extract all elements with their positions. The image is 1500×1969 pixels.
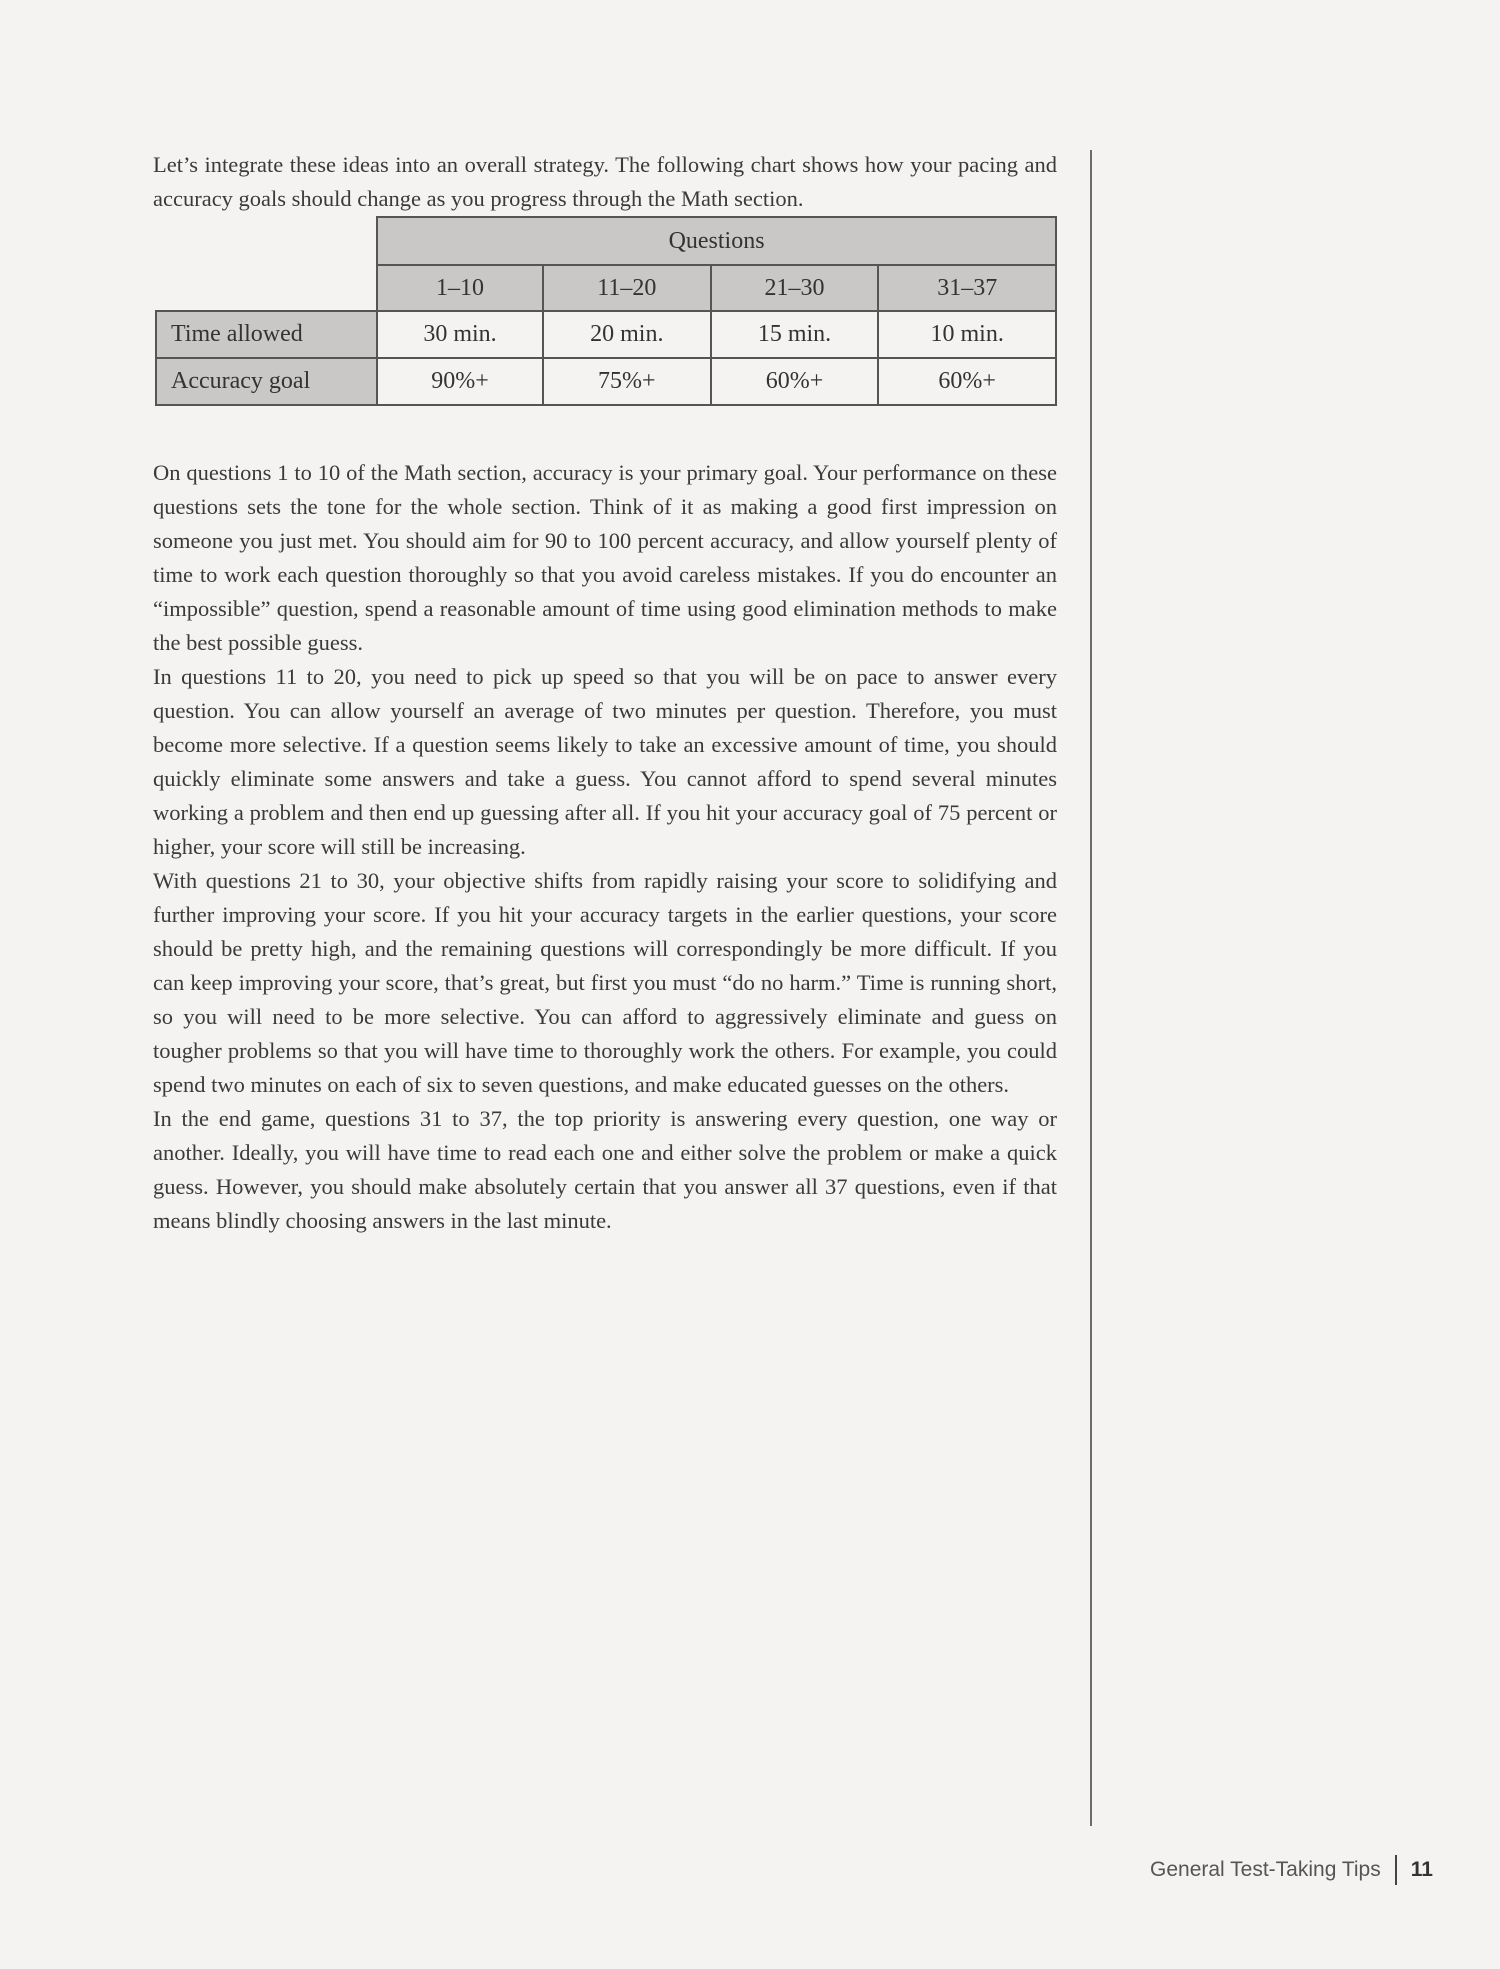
table-row (156, 358, 1056, 405)
row-label-time: Time allowed (156, 311, 377, 358)
page-number: 11 (1410, 1858, 1433, 1881)
table-cell: 15 min. (711, 311, 879, 358)
table-cell: 90%+ (377, 358, 543, 405)
page-footer (1150, 1855, 1433, 1885)
paragraph-questions-31-37: In the end game, questions 31 to 37, the top priority is answering every question, one way or another. Ideally, you will have time to read each one and either solve the problem or make a quick guess. However, you should make absolutely certain that you answer all 37 questions, even if that means blindly choosing answers in the last minute. (153, 1106, 1057, 1233)
row-label-accuracy: Accuracy goal (156, 358, 377, 405)
page-content (153, 148, 1057, 1238)
range-header: 21–30 (711, 265, 879, 311)
table-row (156, 311, 1056, 358)
table-cell: 10 min. (878, 311, 1056, 358)
intro-paragraph: Let’s integrate these ideas into an overall strategy. The following chart shows how your pacing and accuracy goals should change as you progress through the Math section. (153, 152, 1057, 211)
pacing-table (155, 216, 1057, 406)
table-cell: 30 min. (377, 311, 543, 358)
table-cell: 60%+ (711, 358, 879, 405)
table-cell: 60%+ (878, 358, 1056, 405)
questions-header: Questions (377, 217, 1056, 265)
table-corner (156, 217, 377, 265)
running-footer-title: General Test-Taking Tips (1150, 1858, 1381, 1881)
range-header: 31–37 (878, 265, 1056, 311)
table-cell: 20 min. (543, 311, 711, 358)
paragraph-questions-1-10: On questions 1 to 10 of the Math section, accuracy is your primary goal. Your performance on these questions sets the tone for the whole section. Think of it as making a good first impression on someone you just met. You should aim for 90 to 100 percent accuracy, and allow yourself plenty of time to work each question thoroughly so that you avoid careless mistakes. If you do encounter an “impossible” question, spend a reasonable amount of time using good elimination methods to make the best possible guess. (153, 460, 1057, 655)
table-corner (156, 265, 377, 311)
range-header: 11–20 (543, 265, 711, 311)
footer-divider (1395, 1855, 1397, 1885)
paragraph-questions-21-30: With questions 21 to 30, your objective shifts from rapidly raising your score to solidifying and further improving your score. If you hit your accuracy targets in the earlier questions, your score should be pretty high, and the remaining questions will correspondingly be more difficult. If you can keep improving your score, that’s great, but first you must “do no harm.” Time is running short, so you will need to be more selective. You can afford to aggressively eliminate and guess on tougher problems so that you will have time to thoroughly work the others. For example, you could spend two minutes on each of six to seven questions, and make educated guesses on the others. (153, 868, 1057, 1097)
table-cell: 75%+ (543, 358, 711, 405)
margin-rule (1090, 150, 1092, 1826)
range-header: 1–10 (377, 265, 543, 311)
paragraph-questions-11-20: In questions 11 to 20, you need to pick up speed so that you will be on pace to answer every question. You can allow yourself an average of two minutes per question. Therefore, you must become more selective. If a question seems likely to take an excessive amount of time, you should quickly eliminate some answers and take a guess. You cannot afford to spend several minutes working a problem and then end up guessing after all. If you hit your accuracy goal of 75 percent or higher, your score will still be increasing. (153, 664, 1057, 859)
